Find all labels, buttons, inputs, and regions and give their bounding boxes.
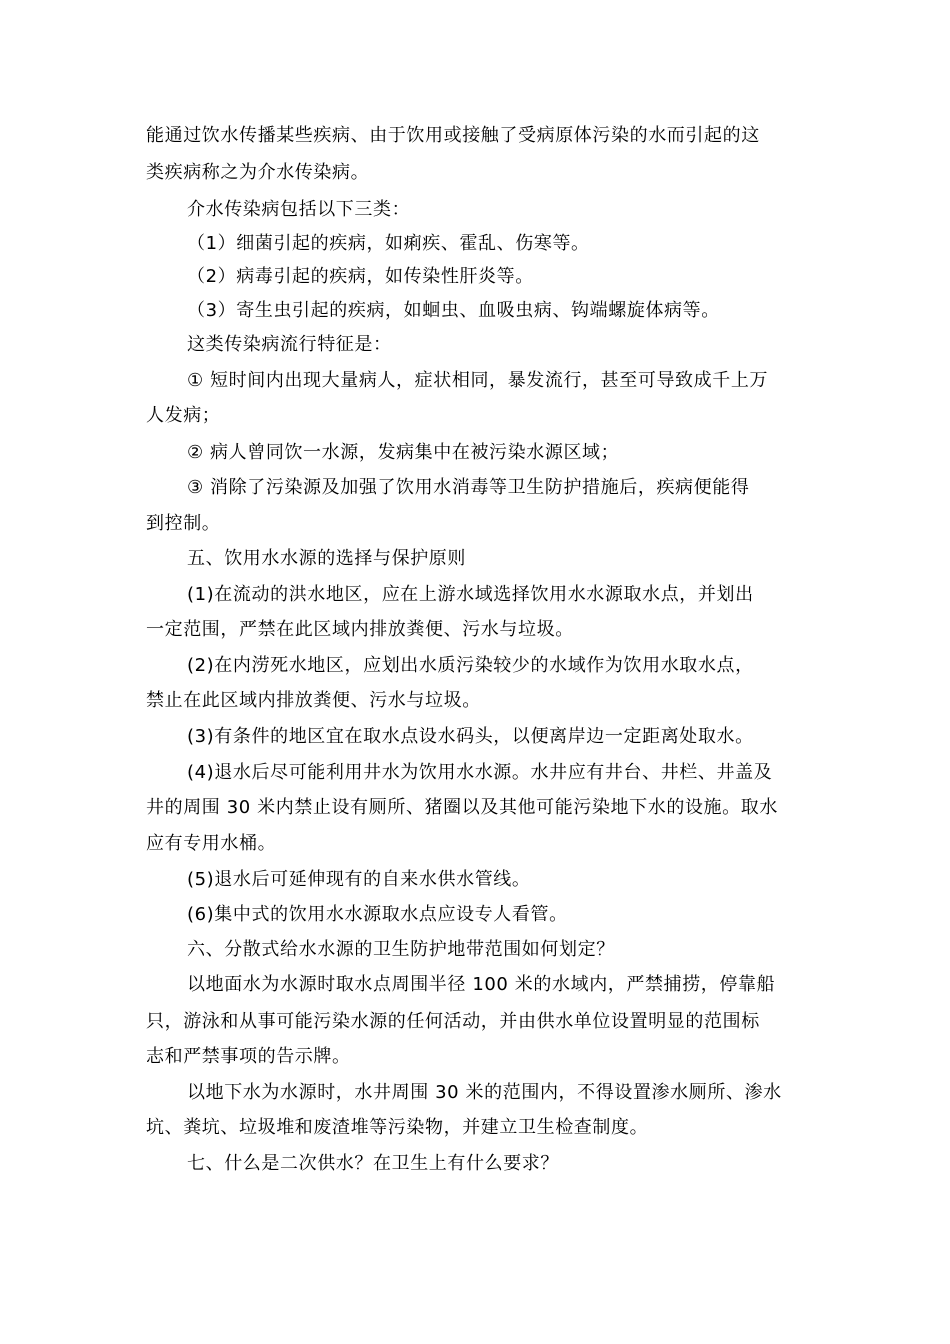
list-item: (1)在流动的洪水地区，应在上游水域选择饮用水水源取水点，并划出: [187, 584, 754, 605]
list-item: (4)退水后尽可能利用井水为饮用水水源。水井应有井台、井栏、井盖及: [187, 762, 773, 783]
section-heading: 五、饮用水水源的选择与保护原则: [187, 548, 466, 569]
text-line: 一定范围，严禁在此区域内排放粪便、污水与垃圾。: [146, 619, 574, 640]
text-line: 井的周围 30 米内禁止设有厕所、猪圈以及其他可能污染地下水的设施。取水: [146, 797, 778, 818]
text-line: 这类传染病流行特征是：: [187, 334, 392, 355]
text-line: 以地下水为水源时，水井周围 30 米的范围内，不得设置渗水厕所、渗水: [187, 1082, 782, 1103]
text-line: 类疾病称之为介水传染病。: [146, 162, 370, 183]
text-line: 介水传染病包括以下三类：: [187, 199, 411, 220]
text-line: 坑、粪坑、垃圾堆和废渣堆等污染物，并建立卫生检查制度。: [146, 1117, 649, 1138]
text-line: 能通过饮水传播某些疾病、由于饮用或接触了受病原体污染的水而引起的这: [146, 125, 760, 146]
list-item: (5)退水后可延伸现有的自来水供水管线。: [187, 869, 531, 890]
list-item: （3）寄生虫引起的疾病，如蛔虫、血吸虫病、钩端螺旋体病等。: [187, 300, 720, 321]
section-heading: 七、什么是二次供水？在卫生上有什么要求？: [187, 1153, 559, 1174]
text-line: 只，游泳和从事可能污染水源的任何活动，并由供水单位设置明显的范围标: [146, 1011, 760, 1032]
list-item: ① 短时间内出现大量病人，症状相同，暴发流行，甚至可导致成千上万: [187, 370, 769, 391]
list-item: ② 病人曾同饮一水源，发病集中在被污染水源区域；: [187, 442, 620, 463]
text-line: 到控制。: [146, 513, 221, 534]
list-item: (2)在内涝死水地区，应划出水质污染较少的水域作为饮用水取水点，: [187, 655, 754, 676]
list-item: （1）细菌引起的疾病，如痢疾、霍乱、伤寒等。: [187, 233, 590, 254]
list-item: (6)集中式的饮用水水源取水点应设专人看管。: [187, 904, 568, 925]
text-line: 人发病；: [146, 405, 221, 426]
list-item: (3)有条件的地区宜在取水点设水码头，以便离岸边一定距离处取水。: [187, 726, 754, 747]
text-line: 应有专用水桶。: [146, 833, 277, 854]
text-line: 以地面水为水源时取水点周围半径 100 米的水域内，严禁捕捞，停靠船: [187, 974, 776, 995]
text-line: 禁止在此区域内排放粪便、污水与垃圾。: [146, 690, 481, 711]
list-item: （2）病毒引起的疾病，如传染性肝炎等。: [187, 266, 534, 287]
section-heading: 六、分散式给水水源的卫生防护地带范围如何划定？: [187, 939, 615, 960]
list-item: ③ 消除了污染源及加强了饮用水消毒等卫生防护措施后，疾病便能得: [187, 477, 750, 498]
text-line: 志和严禁事项的告示牌。: [146, 1046, 351, 1067]
